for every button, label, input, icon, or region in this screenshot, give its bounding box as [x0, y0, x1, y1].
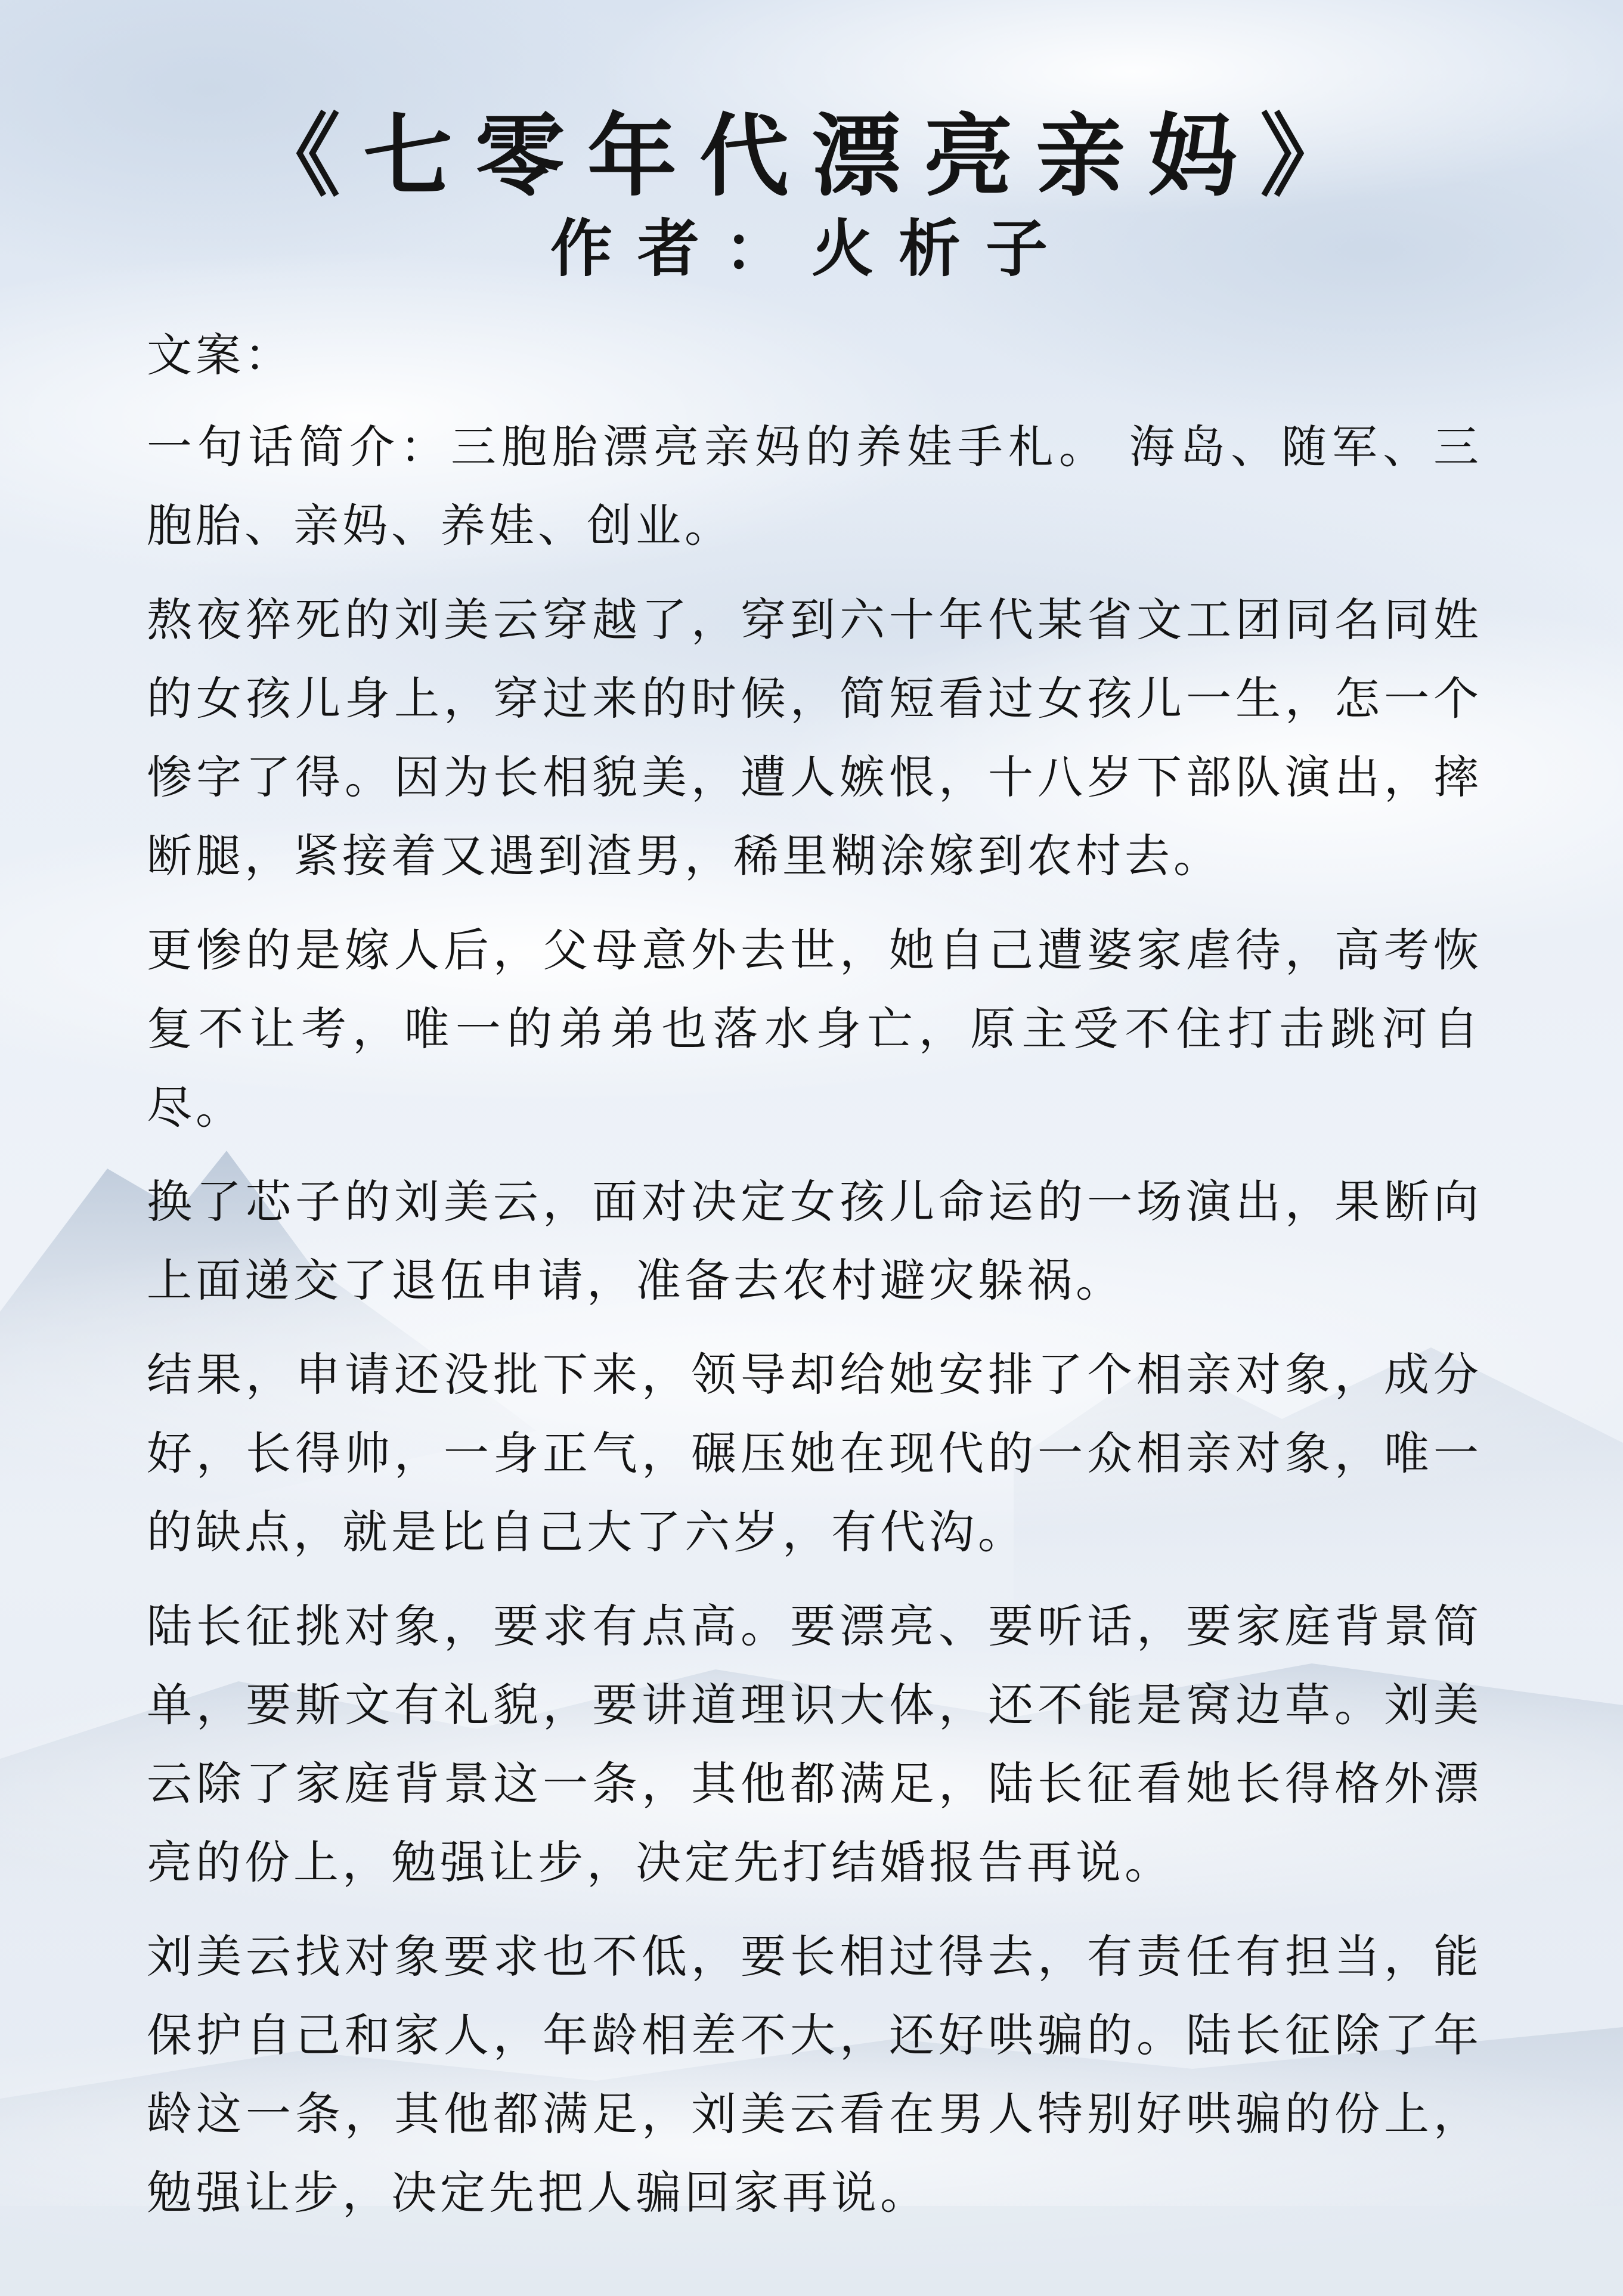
book-title: 《七零年代漂亮亲妈》: [250, 104, 1372, 209]
paragraph: 更惨的是嫁人后，父母意外去世，她自己遭婆家虐待，高考恢复不让考，唯一的弟弟也落水身亡，原主受不住打击跳河自尽。: [147, 924, 1482, 1134]
paragraph: 结果，申请还没批下来，领导却给她安排了个相亲对象，成分好，长得帅，一身正气，碾压她在现代的一众相亲对象，唯一的缺点，就是比自己大了六岁，有代沟。: [147, 1348, 1482, 1558]
paragraph: 熬夜猝死的刘美云穿越了，穿到六十年代某省文工团同名同姓的女孩儿身上，穿过来的时候，简短看过女孩儿一生，怎一个惨字了得。因为长相貌美，遭人嫉恨，十八岁下部队演出，摔断腿，紧接着又遇到渣男，稀里糊涂嫁到农村去。: [147, 593, 1482, 882]
section-label: 文案：: [147, 329, 293, 382]
author-line: 作者：火析子: [550, 212, 1073, 285]
paragraph: 刘美云找对象要求也不低，要长相过得去，有责任有担当，能保护自己和家人，年龄相差不大，还好哄骗的。陆长征除了年龄这一条，其他都满足，刘美云看在男人特别好哄骗的份上，勉强让步，决定先把人骗回家再说。: [147, 1930, 1482, 2219]
synopsis: [147, 316, 1482, 2248]
paragraph-tagline: 一句话简介：三胞胎漂亮亲妈的养娃手札。 海岛、随军、三胞胎、亲妈、养娃、创业。: [147, 420, 1482, 552]
paragraph: 换了芯子的刘美云，面对决定女孩儿命运的一场演出，果断向上面递交了退伍申请，准备去农村避灾躲祸。: [147, 1175, 1482, 1307]
paragraph: 陆长征挑对象，要求有点高。要漂亮、要听话，要家庭背景简单，要斯文有礼貌，要讲道理识大体，还不能是窝边草。刘美云除了家庭背景这一条，其他都满足，陆长征看她长得格外漂亮的份上，勉强让步，决定先打结婚报告再说。: [147, 1600, 1482, 1889]
